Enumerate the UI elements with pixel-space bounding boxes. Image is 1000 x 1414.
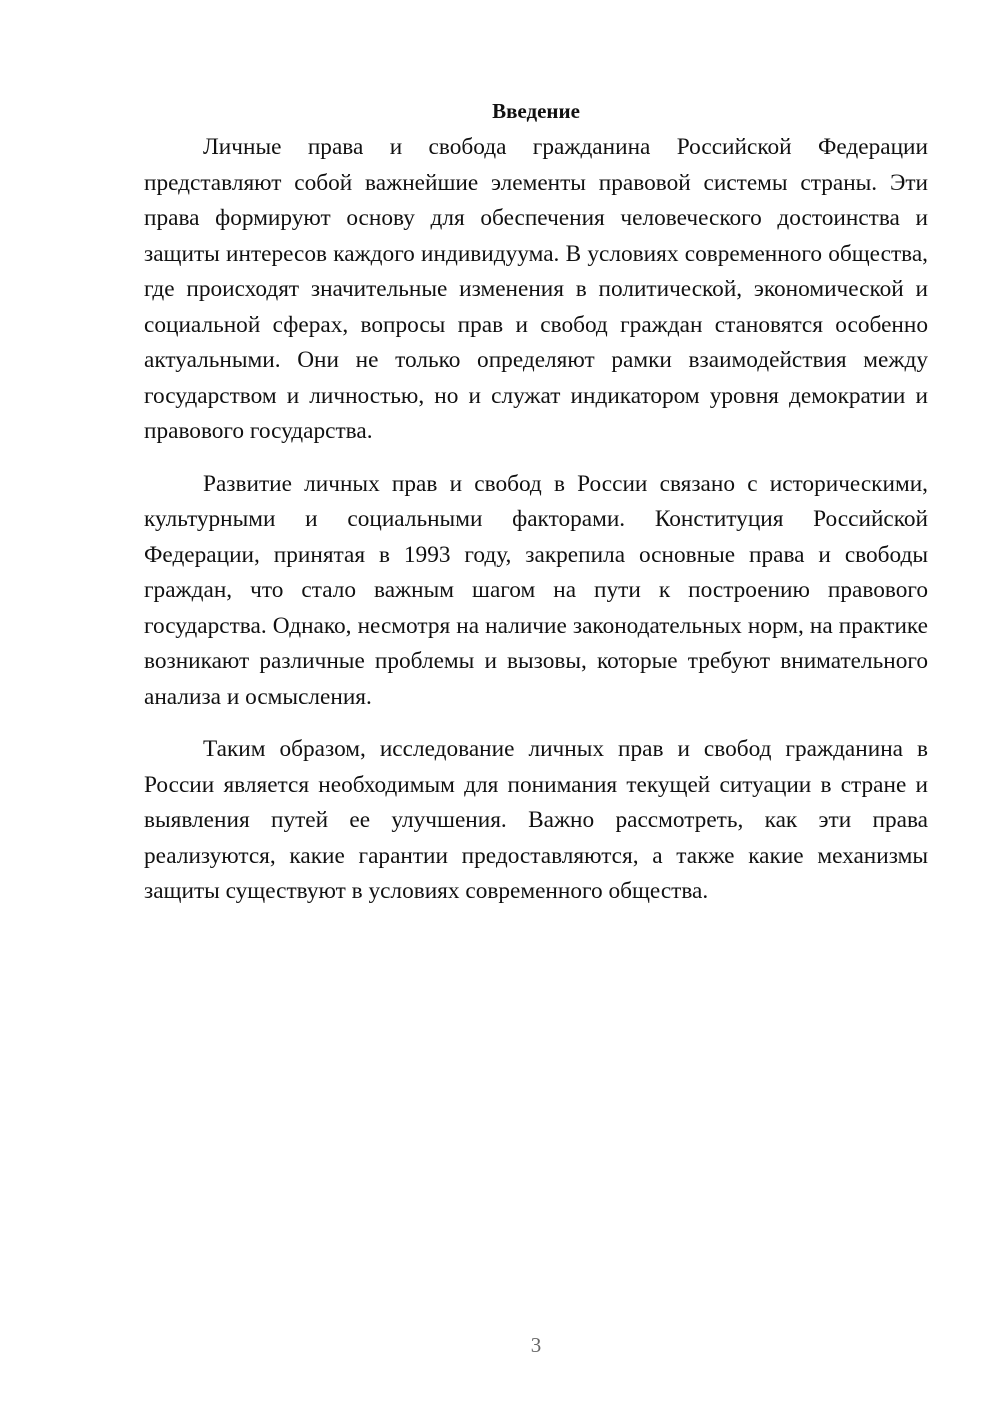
paragraph-2: Развитие личных прав и свобод в России связано с историческими, культурными и социальными факторами. Конституция Российской Федерации, принятая в 1993 году, закрепила основные права и свободы граждан, что стало важным шагом на пути к построению правового государства. Однако, несмотря на наличие законодательных норм, на практике возникают различные проблемы и вызовы, которые требуют внимательного анализа и осмысления. (144, 470, 928, 710)
paragraph-3: Таким образом, исследование личных прав и свобод гражданина в России является необходимым для понимания текущей ситуации в стране и выявления путей ее улучшения. Важно рассмотреть, как эти права реализуются, какие гарантии предоставляются, а также какие механизмы защиты существуют в условиях современного общества. (144, 736, 928, 904)
paragraph-1: Личные права и свобода гражданина Российской Федерации представляют собой важнейшие элементы правовой системы страны. Эти права формируют основу для обеспечения человеческого достоинства и защиты интересов каждого индивидуума. В условиях современного общества, где происходят значительные изменения в политической, экономической и социальной сферах, вопросы прав и свобод граждан становятся особенно актуальными. Они не только определяют рамки взаимодействия между государством и личностью, но и служат индикатором уровня демократии и правового государства. (144, 134, 928, 444)
page-content (144, 96, 928, 927)
section-title: Введение (492, 99, 580, 123)
page-number: 3 (530, 1333, 542, 1357)
